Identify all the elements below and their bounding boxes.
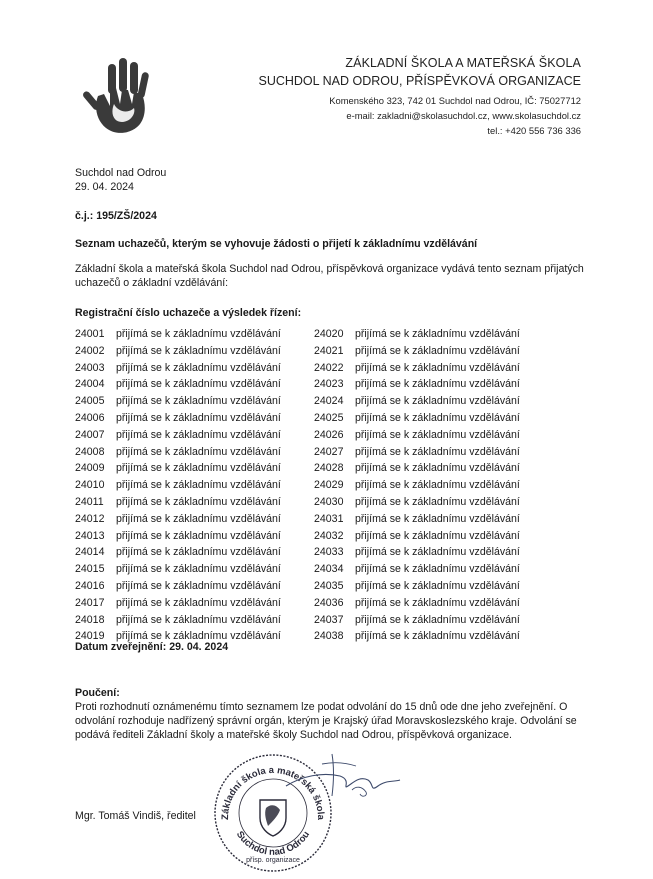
result-row [314, 343, 520, 360]
result-row [75, 612, 281, 629]
result-row [75, 376, 281, 393]
registration-number: 24002 [75, 344, 105, 357]
result-text: přijímá se k základnímu vzdělávání [355, 596, 520, 609]
result-text: přijímá se k základnímu vzdělávání [116, 630, 281, 643]
result-row [314, 460, 520, 477]
registration-number: 24014 [75, 546, 105, 559]
registration-number: 24013 [75, 529, 105, 542]
notice-title: Poučení: [75, 687, 120, 699]
result-row [314, 376, 520, 393]
result-text: přijímá se k základnímu vzdělávání [116, 495, 281, 508]
registration-number: 24037 [314, 613, 344, 626]
registration-number: 24006 [75, 411, 105, 424]
result-row [75, 511, 281, 528]
result-row [75, 528, 281, 545]
result-row [314, 393, 520, 410]
registration-number: 24038 [314, 630, 344, 643]
registration-number: 24026 [314, 428, 344, 441]
school-phone: tel.: +420 556 736 336 [487, 125, 581, 136]
signer-name: Mgr. Tomáš Vindiš, ředitel [75, 810, 196, 822]
result-text: přijímá se k základnímu vzdělávání [355, 462, 520, 475]
result-text: přijímá se k základnímu vzdělávání [116, 596, 281, 609]
result-text: přijímá se k základnímu vzdělávání [355, 579, 520, 592]
result-row [75, 410, 281, 427]
result-row [75, 343, 281, 360]
result-row [75, 595, 281, 612]
stamp-top-text: Základní škola a mateřská škola [219, 764, 327, 821]
stamp-footer-text: přísp. organizace [246, 857, 300, 864]
result-text: přijímá se k základnímu vzdělávání [355, 479, 520, 492]
registration-number: 24001 [75, 328, 105, 340]
result-text: přijímá se k základnímu vzdělávání [116, 344, 281, 357]
school-logo [74, 44, 160, 140]
reference-number: č.j.: 195/ZŠ/2024 [75, 210, 157, 222]
registration-number: 24028 [314, 462, 344, 475]
result-text: přijímá se k základnímu vzdělávání [116, 378, 281, 391]
result-row [314, 477, 520, 494]
document-place: Suchdol nad Odrou [75, 167, 167, 179]
result-row [75, 393, 281, 410]
registration-number: 24031 [314, 512, 344, 525]
registration-number: 24035 [314, 579, 344, 592]
intro-paragraph: Základní škola a mateřská škola Suchdol nad Odrou, příspěvková organizace vydává tento seznam přijatých uchazečů o základní vzdělávání: [75, 263, 584, 289]
registration-number: 24009 [75, 462, 105, 475]
result-row [75, 578, 281, 595]
registration-number: 24003 [75, 361, 105, 374]
result-row [75, 477, 281, 494]
result-text: přijímá se k základnímu vzdělávání [355, 630, 520, 643]
result-text: přijímá se k základnímu vzdělávání [355, 328, 520, 340]
result-row [314, 628, 520, 645]
registration-number: 24007 [75, 428, 105, 441]
result-text: přijímá se k základnímu vzdělávání [116, 563, 281, 576]
registration-number: 24016 [75, 579, 105, 592]
document-date: 29. 04. 2024 [75, 181, 134, 193]
result-row [314, 410, 520, 427]
result-text: přijímá se k základnímu vzdělávání [355, 378, 520, 391]
svg-text:Suchdol nad Odrou [234, 829, 312, 858]
registration-number: 24030 [314, 495, 344, 508]
result-text: přijímá se k základnímu vzdělávání [116, 529, 281, 542]
result-text: přijímá se k základnímu vzdělávání [355, 546, 520, 559]
result-row [75, 427, 281, 444]
result-row [75, 360, 281, 377]
result-text: přijímá se k základnímu vzdělávání [116, 579, 281, 592]
result-text: přijímá se k základnímu vzdělávání [355, 445, 520, 458]
registration-number: 24012 [75, 512, 105, 525]
result-text: přijímá se k základnímu vzdělávání [116, 428, 281, 441]
result-row [314, 427, 520, 444]
result-row [314, 528, 520, 545]
registration-number: 24029 [314, 479, 344, 492]
result-row [314, 444, 520, 461]
result-row [75, 326, 281, 343]
registration-number: 24022 [314, 361, 344, 374]
result-row [314, 494, 520, 511]
school-name-line1: ZÁKLADNÍ ŠKOLA A MATEŘSKÁ ŠKOLA [345, 56, 581, 70]
result-text: přijímá se k základnímu vzdělávání [116, 479, 281, 492]
result-text: přijímá se k základnímu vzdělávání [355, 395, 520, 408]
result-row [314, 578, 520, 595]
result-text: přijímá se k základnímu vzdělávání [355, 563, 520, 576]
school-address: Komenského 323, 742 01 Suchdol nad Odrou, IČ: 75027712 [329, 95, 581, 106]
result-text: přijímá se k základnímu vzdělávání [355, 495, 520, 508]
registration-number: 24018 [75, 613, 105, 626]
result-row [314, 326, 520, 343]
result-text: přijímá se k základnímu vzdělávání [355, 361, 520, 374]
registration-number: 24024 [314, 395, 344, 408]
registration-number: 24020 [314, 328, 344, 340]
result-row [314, 511, 520, 528]
school-email: e-mail: zakladni@skolasuchdol.cz, www.skolasuchdol.cz [346, 110, 581, 121]
registration-number: 24021 [314, 344, 344, 357]
result-text: přijímá se k základnímu vzdělávání [116, 512, 281, 525]
result-text: přijímá se k základnímu vzdělávání [116, 613, 281, 626]
result-text: přijímá se k základnímu vzdělávání [116, 328, 281, 340]
result-row [75, 544, 281, 561]
registration-number: 24010 [75, 479, 105, 492]
registration-number: 24019 [75, 630, 105, 643]
result-row [314, 360, 520, 377]
school-name-line2: SUCHDOL NAD ODROU, PŘÍSPĚVKOVÁ ORGANIZACE [258, 74, 581, 88]
registration-number: 24032 [314, 529, 344, 542]
result-text: přijímá se k základnímu vzdělávání [116, 395, 281, 408]
result-row [314, 595, 520, 612]
registry-title: Registrační číslo uchazeče a výsledek řízení: [75, 307, 302, 319]
result-text: přijímá se k základnímu vzdělávání [355, 529, 520, 542]
result-text: přijímá se k základnímu vzdělávání [116, 361, 281, 374]
result-text: přijímá se k základnímu vzdělávání [355, 411, 520, 424]
registration-number: 24023 [314, 378, 344, 391]
result-text: přijímá se k základnímu vzdělávání [116, 411, 281, 424]
signature [282, 746, 402, 806]
result-text: přijímá se k základnímu vzdělávání [116, 546, 281, 559]
result-text: přijímá se k základnímu vzdělávání [355, 613, 520, 626]
publication-date: Datum zveřejnění: 29. 04. 2024 [75, 641, 229, 653]
registration-number: 24034 [314, 563, 344, 576]
result-row [75, 460, 281, 477]
result-text: přijímá se k základnímu vzdělávání [355, 344, 520, 357]
result-text: přijímá se k základnímu vzdělávání [116, 462, 281, 475]
document-heading: Seznam uchazečů, kterým se vyhovuje žádosti o přijetí k základnímu vzdělávání [75, 238, 478, 250]
stamp-bottom-text: Suchdol nad Odrou [233, 829, 313, 858]
registration-number: 24015 [75, 563, 105, 576]
notice-text: Proti rozhodnutí oznámenému tímto seznamem lze podat odvolání do 15 dnů ode dne jeho zveřejnění. O odvolání rozhoduje nadřízený správní orgán, kterým je Krajský úřad Moravskoslezského kraje. Odvolání se podává řediteli Základní školy a mateřské školy Suchdol nad Odrou, příspěvková organizace. [75, 701, 577, 742]
registration-number: 24004 [75, 378, 105, 391]
result-text: přijímá se k základnímu vzdělávání [355, 428, 520, 441]
registration-number: 24025 [314, 411, 344, 424]
registration-number: 24036 [314, 596, 344, 609]
registration-number: 24011 [75, 495, 104, 508]
registration-number: 24005 [75, 395, 105, 408]
result-row [75, 561, 281, 578]
result-text: přijímá se k základnímu vzdělávání [355, 512, 520, 525]
result-text: přijímá se k základnímu vzdělávání [116, 445, 281, 458]
results-column-right [314, 326, 520, 645]
result-row [314, 612, 520, 629]
result-row [75, 494, 281, 511]
result-row [75, 444, 281, 461]
results-column-left [75, 326, 281, 645]
result-row [314, 561, 520, 578]
registration-number: 24033 [314, 546, 344, 559]
registration-number: 24008 [75, 445, 105, 458]
registration-number: 24017 [75, 596, 105, 609]
registration-number: 24027 [314, 445, 344, 458]
result-row [314, 544, 520, 561]
